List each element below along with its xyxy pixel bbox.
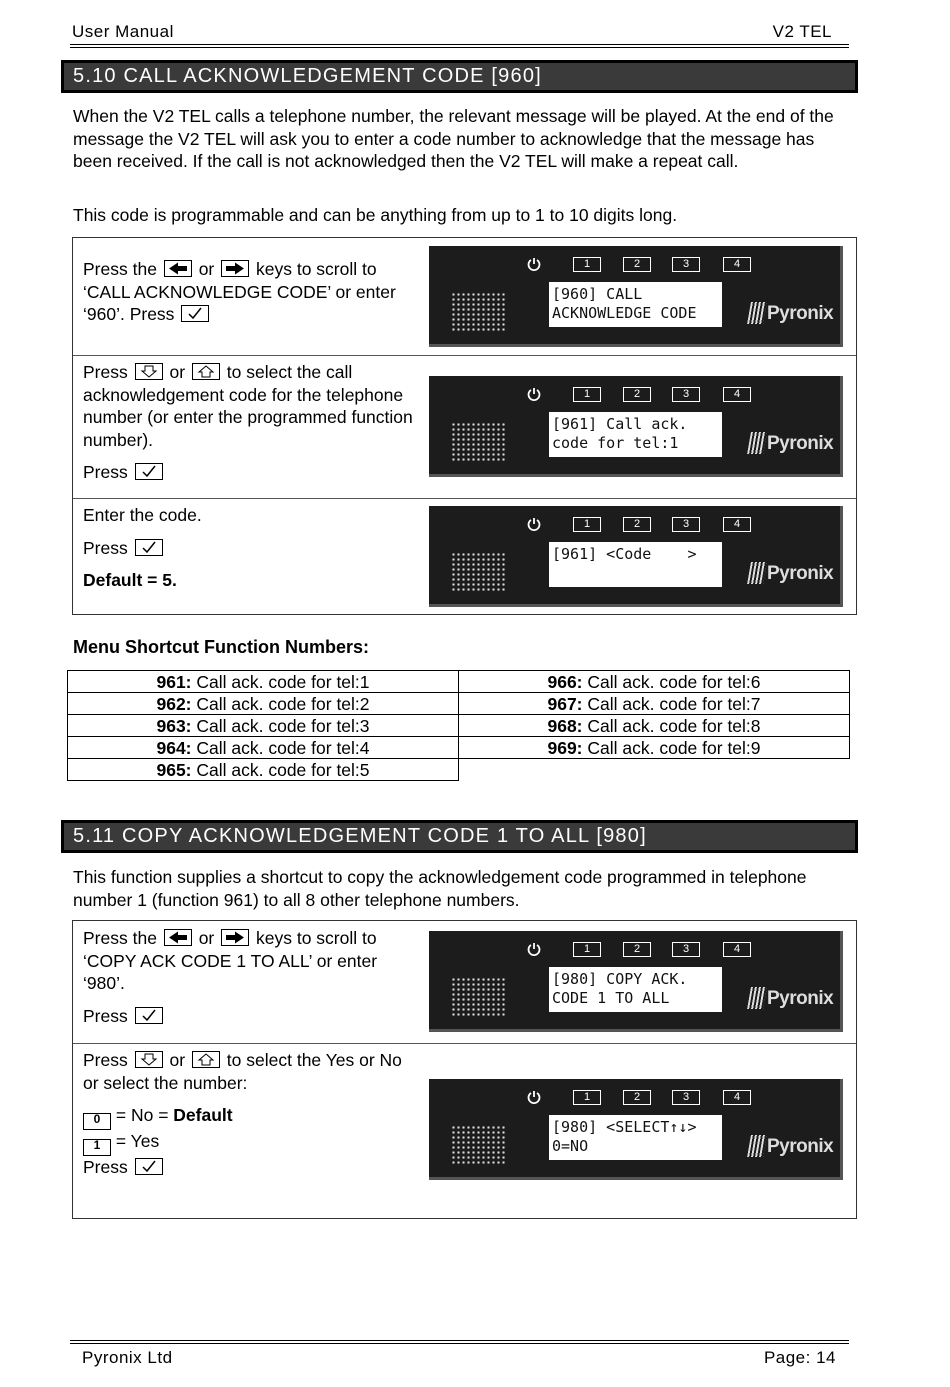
step-text — [83, 1049, 418, 1179]
keypad-key-1: 1 — [573, 517, 601, 532]
tick-key-icon — [135, 463, 163, 480]
speaker-grille — [451, 292, 507, 332]
step-text-part: Press — [83, 537, 128, 558]
keypad-key-2: 2 — [623, 517, 651, 532]
lcd-screen: [980] <SELECT↑↓> 0=NO — [549, 1115, 722, 1160]
step-text-part: or — [169, 362, 186, 382]
lcd-screen: [960] CALL ACKNOWLEDGE CODE — [549, 282, 722, 327]
table-row — [68, 671, 850, 693]
lcd-screen: [980] COPY ACK. CODE 1 TO ALL — [549, 967, 722, 1012]
keypad-key-2: 2 — [623, 387, 651, 402]
step-row — [73, 355, 856, 499]
right-arrow-key-icon — [221, 929, 249, 946]
table-cell: 966: Call ack. code for tel:6 — [459, 671, 850, 693]
step-row — [73, 921, 856, 1044]
lcd-screen: [961] Call ack. code for tel:1 — [549, 412, 722, 457]
keypad-display — [429, 931, 843, 1032]
step-row — [73, 498, 856, 614]
step-text-part: Press — [83, 362, 128, 382]
keypad-display — [429, 1079, 843, 1180]
left-arrow-key-icon — [164, 929, 192, 946]
step-text-part: Press — [83, 462, 128, 482]
step-text-part: Enter the code. — [83, 505, 202, 525]
step-text-part: to select the Yes or No or select the number: — [83, 1050, 402, 1093]
lcd-screen: [961] <Code > — [549, 542, 722, 587]
default-value-label: Default = 5. — [83, 570, 177, 590]
table-cell-empty — [459, 759, 850, 781]
step-text-part: Press — [83, 1050, 128, 1070]
keypad-key-4: 4 — [723, 1090, 751, 1105]
power-icon — [527, 942, 541, 956]
step-text-part: keys to scroll to ‘COPY ACK CODE 1 TO ALL’ or enter ‘980’. — [83, 928, 378, 993]
up-arrow-key-icon — [192, 1051, 220, 1068]
footer-company: Pyronix Ltd — [82, 1348, 173, 1367]
keypad-display — [429, 246, 843, 347]
keypad-key-2: 2 — [623, 1090, 651, 1105]
keypad-key-3: 3 — [672, 942, 700, 957]
power-icon — [527, 387, 541, 401]
table-row — [68, 693, 850, 715]
footer-rule — [70, 1340, 849, 1344]
keypad-key-1: 1 — [573, 942, 601, 957]
table-row — [68, 737, 850, 759]
one-key-icon: 1 — [83, 1139, 111, 1156]
keypad-key-4: 4 — [723, 942, 751, 957]
table-row — [68, 759, 850, 781]
table-cell: 964: Call ack. code for tel:4 — [68, 737, 459, 759]
keypad-key-2: 2 — [623, 257, 651, 272]
page-number: Page: 14 — [763, 1348, 836, 1367]
speaker-grille — [451, 977, 507, 1017]
step-text — [83, 361, 418, 484]
no-option-label: = No = — [115, 1105, 169, 1125]
zero-key-icon: 0 — [83, 1113, 111, 1130]
keypad-key-1: 1 — [573, 1090, 601, 1105]
pyronix-logo: Pyronix — [749, 302, 833, 325]
table-cell: 965: Call ack. code for tel:5 — [68, 759, 459, 781]
section1-intro: When the V2 TEL calls a telephone number, the relevant message will be played. At the end of the message the V2 TEL will ask you to enter a code number to acknowledge that the message has been received. If the call is not acknowledged then the V2 TEL will make a repeat call. — [73, 106, 834, 171]
keypad-display — [429, 506, 843, 607]
shortcut-table — [67, 670, 850, 781]
header-manual-label: User Manual — [72, 22, 174, 41]
keypad-key-3: 3 — [672, 517, 700, 532]
section-title-5-11: 5.11 COPY ACKNOWLEDGEMENT CODE 1 TO ALL [980] — [61, 820, 858, 853]
section-title-5-10: 5.10 CALL ACKNOWLEDGEMENT CODE [960] — [61, 60, 858, 93]
up-arrow-key-icon — [192, 363, 220, 380]
header-rule — [70, 44, 849, 48]
keypad-key-4: 4 — [723, 517, 751, 532]
pyronix-logo: Pyronix — [749, 987, 833, 1010]
table-cell: 967: Call ack. code for tel:7 — [459, 693, 850, 715]
step-text-part: to select the call acknowledgement code for the telephone number (or enter the programmed function number). — [83, 362, 413, 450]
table-cell: 963: Call ack. code for tel:3 — [68, 715, 459, 737]
header-product-label: V2 TEL — [772, 22, 832, 41]
step-row — [73, 1043, 856, 1218]
power-icon — [527, 257, 541, 271]
keypad-key-1: 1 — [573, 257, 601, 272]
left-arrow-key-icon — [164, 260, 192, 277]
speaker-grille — [451, 1125, 507, 1165]
step-text — [83, 927, 418, 1027]
table-cell: 961: Call ack. code for tel:1 — [68, 671, 459, 693]
keypad-key-1: 1 — [573, 387, 601, 402]
table-cell: 968: Call ack. code for tel:8 — [459, 715, 850, 737]
step-text-part: Press the — [83, 259, 157, 279]
tick-key-icon — [135, 1158, 163, 1175]
step-text-part: Press the — [83, 928, 157, 948]
step-row — [73, 238, 856, 356]
step-text — [83, 504, 418, 592]
step-text-part: Press — [83, 1005, 128, 1026]
table-cell: 969: Call ack. code for tel:9 — [459, 737, 850, 759]
down-arrow-key-icon — [135, 363, 163, 380]
speaker-grille — [451, 552, 507, 592]
keypad-key-3: 3 — [672, 387, 700, 402]
speaker-grille — [451, 422, 507, 462]
keypad-display — [429, 376, 843, 477]
step-text-part: or — [198, 928, 215, 948]
down-arrow-key-icon — [135, 1051, 163, 1068]
pyronix-logo: Pyronix — [749, 1135, 833, 1158]
section2-intro: This function supplies a shortcut to copy the acknowledgement code programmed in telephone number 1 (function 961) to all 8 other telephone numbers. — [73, 867, 807, 910]
default-label: Default — [173, 1105, 233, 1125]
tick-key-icon — [181, 305, 209, 322]
section2-steps-box — [72, 920, 857, 1219]
step-text-part: or — [198, 259, 215, 279]
keypad-key-2: 2 — [623, 942, 651, 957]
keypad-key-3: 3 — [672, 1090, 700, 1105]
yes-option-label: = Yes — [115, 1131, 160, 1151]
step-text-part: Press — [83, 1157, 128, 1177]
shortcut-heading: Menu Shortcut Function Numbers: — [73, 637, 369, 657]
keypad-key-4: 4 — [723, 387, 751, 402]
power-icon — [527, 1090, 541, 1104]
power-icon — [527, 517, 541, 531]
table-row — [68, 715, 850, 737]
tick-key-icon — [135, 1007, 163, 1024]
step-text — [83, 258, 418, 326]
keypad-key-3: 3 — [672, 257, 700, 272]
pyronix-logo: Pyronix — [749, 432, 833, 455]
right-arrow-key-icon — [221, 260, 249, 277]
step-text-part: keys to scroll to ‘CALL ACKNOWLEDGE CODE’ or enter ‘960’. Press — [83, 259, 396, 324]
pyronix-logo: Pyronix — [749, 562, 833, 585]
keypad-key-4: 4 — [723, 257, 751, 272]
step-text-part: or — [169, 1050, 186, 1070]
section1-steps-box — [72, 237, 857, 615]
table-cell: 962: Call ack. code for tel:2 — [68, 693, 459, 715]
tick-key-icon — [135, 539, 163, 556]
section1-intro2: This code is programmable and can be anything from up to 1 to 10 digits long. — [73, 205, 678, 225]
